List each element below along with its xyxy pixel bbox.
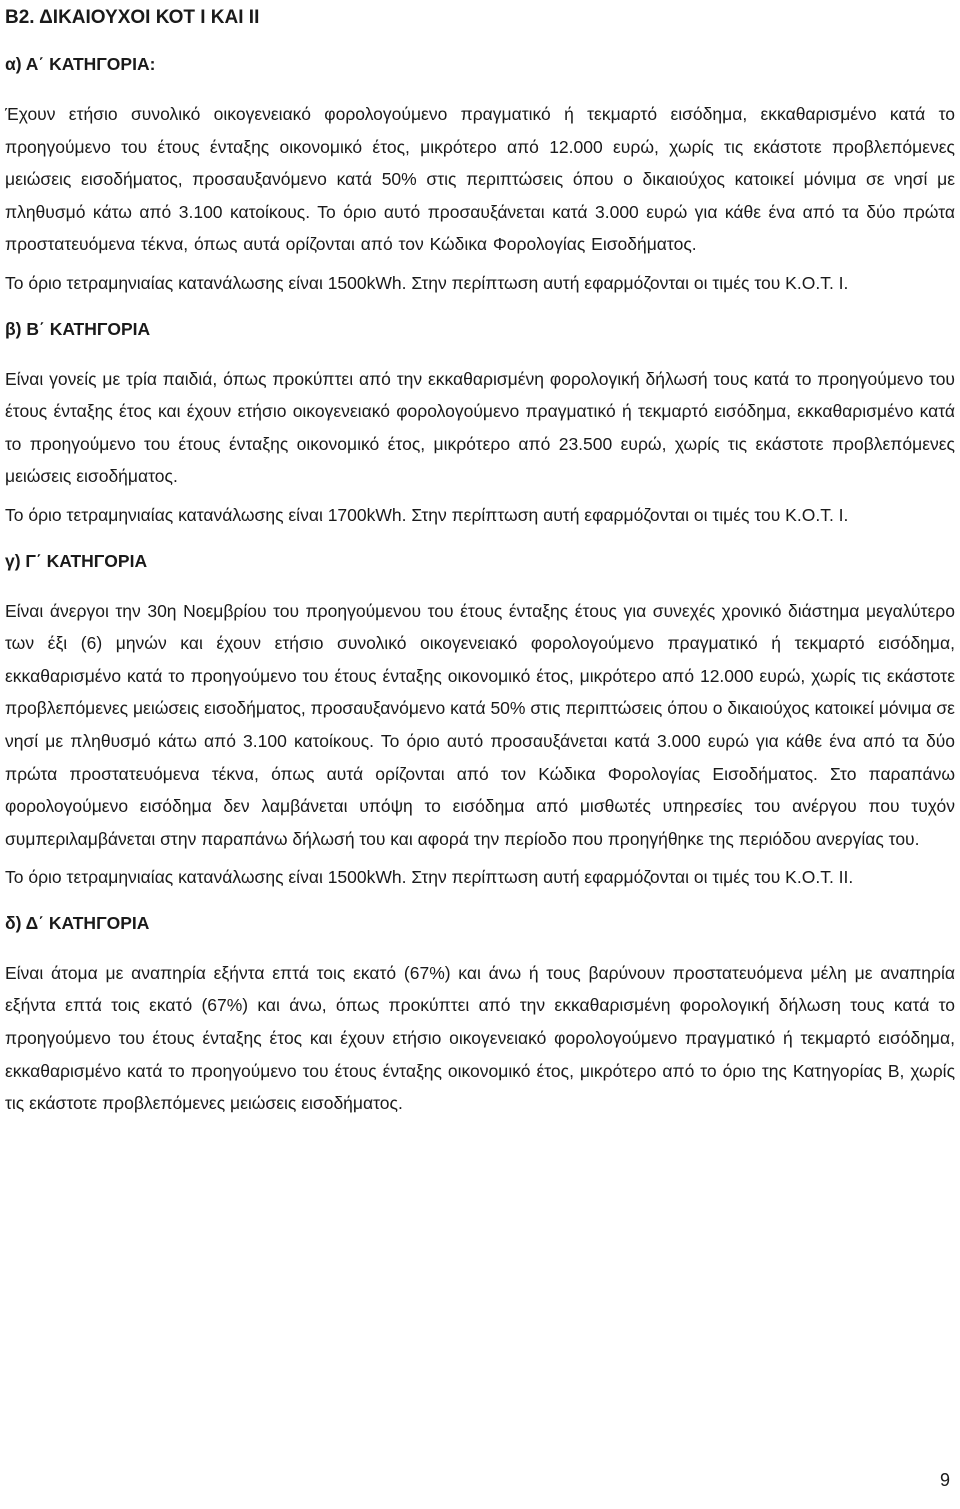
section-title-b: β) Β΄ ΚΑΤΗΓΟΡΙΑ [5, 318, 151, 339]
paragraph-d-eligibility: Είναι άτομα με αναπηρία εξήντα επτά τοις εκατό (67%) και άνω ή τους βαρύνουν προστατευόμενα μέλη με αναπηρία εξήντα επτά τοις εκατό (67%) και άνω, όπως προκύπτει από την εκκαθαρισμένη φορολογική δήλωση τους κατά το προηγούμενο του έτους ένταξης έτος και έχουν ετήσιο οικογενειακό φορολογούμενο πραγματικό ή τεκμαρτό εισόδημα, εκκαθαρισμένο κατά το προηγούμενο του έτους ένταξης οικονομικό έτος, μικρότερο από το όριο της Κατηγορίας Β, χωρίς τις εκάστοτε προβλεπόμενες μειώσεις εισοδήματος. [5, 962, 955, 1114]
page-number: 9 [939, 1470, 950, 1490]
main-title: Β2. ΔΙΚΑΙΟΥΧΟΙ ΚΟΤ Ι ΚΑΙ ΙΙ [5, 7, 260, 28]
paragraph-c-eligibility: Είναι άνεργοι την 30η Νοεμβρίου του προηγούμενου του έτους ένταξης έτους για συνεχές χρονικό διάστημα μεγαλύτερο των έξι (6) μηνών και έχουν ετήσιο συνολικό οικογενειακό φορολογούμενο πραγματικό ή τεκμαρτό εισόδημα, εκκαθαρισμένο κατά το προηγούμενο του έτους ένταξης οικονομικό έτος, μικρότερο από 12.000 ευρώ, χωρίς τις εκάστοτε προβλεπόμενες μειώσεις εισοδήματος, προσαυξανόμενο κατά 50% στις περιπτώσεις όπου ο δικαιούχος κατοικεί μόνιμα σε νησί με πληθυσμό κάτω από 3.100 κατοίκους. Το όριο αυτό προσαυξάνεται κατά 3.000 ευρώ για κάθε ένα από τα δύο πρώτα προστατευόμενα τέκνα, όπως αυτά ορίζονται από τον Κώδικα Φορολογίας Εισοδήματος. Στο παραπάνω φορολογούμενο εισόδημα δεν λαμβάνεται υπόψη το εισόδημα από μισθωτές υπηρεσίες του ανέργου που τυχόν συμπεριλαμβάνεται στην παραπάνω δήλωσή του και αφορά την περίοδο που προηγήθηκε της περιόδου ανεργίας του. [5, 600, 955, 849]
section-title-a: α) Α΄ ΚΑΤΗΓΟΡΙΑ: [5, 54, 156, 74]
section-category-a [5, 53, 955, 300]
section-title-d: δ) Δ΄ ΚΑΤΗΓΟΡΙΑ [5, 912, 150, 933]
section-category-c [5, 550, 955, 894]
document-page [5, 0, 955, 1120]
paragraph-a-consumption-limit: Το όριο τετραμηνιαίας κατανάλωσης είναι 1500kWh. Στην περίπτωση αυτή εφαρμόζονται οι τιμές του Κ.Ο.Τ. Ι. [5, 272, 849, 293]
section-category-d [5, 912, 955, 1120]
paragraph-b-consumption-limit: Το όριο τετραμηνιαίας κατανάλωσης είναι 1700kWh. Στην περίπτωση αυτή εφαρμόζονται οι τιμές του Κ.Ο.Τ. Ι. [5, 504, 849, 525]
section-title-c: γ) Γ΄ ΚΑΤΗΓΟΡΙΑ [5, 550, 148, 571]
paragraph-c-consumption-limit: Το όριο τετραμηνιαίας κατανάλωσης είναι 1500kWh. Στην περίπτωση αυτή εφαρμόζονται οι τιμές του Κ.Ο.Τ. ΙΙ. [5, 867, 854, 888]
section-category-b [5, 318, 955, 532]
paragraph-a-eligibility: Έχουν ετήσιο συνολικό οικογενειακό φορολογούμενο πραγματικό ή τεκμαρτό εισόδημα, εκκαθαρισμένο κατά το προηγούμενο του έτους ένταξης οικονομικό έτος, μικρότερο από 12.000 ευρώ, χωρίς τις εκάστοτε προβλεπόμενες μειώσεις εισοδήματος, προσαυξανόμενο κατά 50% στις περιπτώσεις όπου ο δικαιούχος κατοικεί μόνιμα σε νησί με πληθυσμό κάτω από 3.100 κατοίκους. Το όριο αυτό προσαυξάνεται κατά 3.000 ευρώ για κάθε ένα από τα δύο πρώτα προστατευόμενα τέκνα, όπως αυτά ορίζονται από τον Κώδικα Φορολογίας Εισοδήματος. [5, 104, 955, 255]
paragraph-b-eligibility: Είναι γονείς με τρία παιδιά, όπως προκύπτει από την εκκαθαρισμένη φορολογική δήλωσή τους κατά το προηγούμενο του έτους ένταξης έτος και έχουν ετήσιο οικογενειακό φορολογούμενο πραγματικό ή τεκμαρτό εισόδημα, εκκαθαρισμένο κατά το προηγούμενο του έτους ένταξης οικονομικό έτος, μικρότερο από 23.500 ευρώ, χωρίς τις εκάστοτε προβλεπόμενες μειώσεις εισοδήματος. [5, 368, 955, 487]
